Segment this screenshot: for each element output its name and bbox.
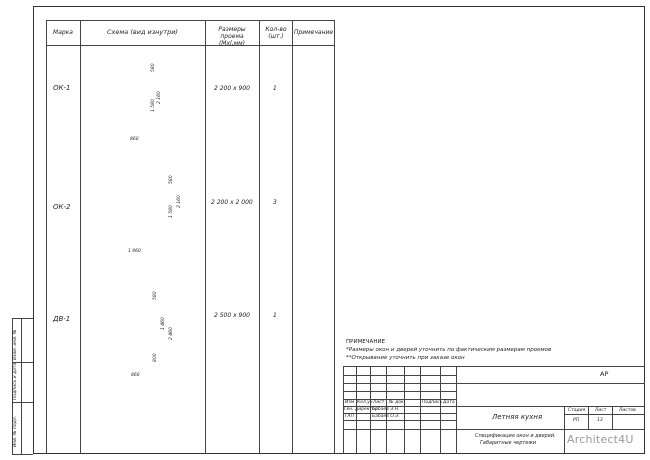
- row-dv1-size: 2 500 х 900: [214, 312, 250, 319]
- row-dv1-qty: 1: [273, 312, 277, 319]
- row-ok1-qty: 1: [273, 85, 277, 92]
- stamp-role-2: ГАП: [345, 414, 354, 419]
- sheet-frame: [33, 6, 645, 454]
- header-size: Размеры проема (Мхl,мм): [218, 26, 246, 47]
- row-ok1-size: 2 200 х 900: [214, 85, 250, 92]
- stamp-role-1: Ген. директор: [344, 407, 378, 412]
- row-dv1-mark: ДВ-1: [53, 315, 71, 323]
- stamp-col-3: Лист: [373, 400, 385, 405]
- header-scheme: Схема (вид изнутри): [107, 28, 178, 36]
- stamp-sheet-number: 13: [597, 418, 603, 423]
- stamp-col-4: № док: [389, 400, 404, 405]
- stamp-sheets-label: Листов: [619, 408, 636, 413]
- header-mark: Марка: [53, 29, 73, 36]
- header-qty: Кол-во (шт.): [265, 26, 287, 40]
- stamp-stage: РП: [573, 418, 580, 423]
- ok2-dim-top: 580: [169, 175, 174, 184]
- side-stamp-label-2: Подпись и дата: [13, 362, 18, 400]
- stamp-name-1: Бабаев Э.Н.: [372, 407, 400, 412]
- stamp-code: АР: [600, 370, 609, 378]
- row-ok2-size: 2 200 х 2 000: [211, 199, 253, 206]
- stamp-stage-label: Стадия: [568, 408, 586, 413]
- stamp-name-2: Бабаев О.Э.: [372, 414, 400, 419]
- ok1-dim-width: 860: [130, 137, 139, 142]
- side-stamp-label-1: Взам. инв. №: [13, 329, 18, 360]
- stamp-col-1: Изм: [345, 400, 355, 405]
- ok2-dim-width: 1 960: [128, 249, 141, 254]
- stamp-col-6: Дата: [443, 400, 455, 405]
- ok2-dim-total: 2 160: [177, 195, 182, 208]
- notes-line-1: *Размеры окон и дверей уточнить по фактическим размерам проемов: [346, 347, 552, 353]
- row-ok2-qty: 3: [273, 199, 277, 206]
- ok1-dim-top: 580: [151, 63, 156, 72]
- architect4u-logo: Architect4U: [567, 433, 634, 446]
- dv1-dim-top: 580: [153, 291, 158, 300]
- ok1-dim-mid: 1 580: [151, 99, 156, 112]
- header-note: Примечание: [293, 29, 334, 36]
- stamp-col-2: Кол.уч: [357, 400, 373, 405]
- notes-line-2: **Открывание уточнить при заказе окон: [346, 355, 465, 361]
- stamp-sheet-label: Лист: [595, 408, 607, 413]
- notes-title: ПРИМЕЧАНИЕ: [346, 339, 386, 345]
- row-ok1-mark: ОК-1: [53, 84, 71, 92]
- ok1-dim-total: 2 160: [157, 91, 162, 104]
- row-ok2-mark: ОК-2: [53, 203, 71, 211]
- ok2-dim-mid: 1 580: [169, 205, 174, 218]
- dv1-dim-mid: 1 460: [161, 317, 166, 330]
- dv1-dim-total: 2 460: [169, 327, 174, 340]
- dv1-dim-width: 860: [131, 373, 140, 378]
- dv1-dim-low: 800: [153, 353, 158, 362]
- stamp-project: Летняя кухня: [492, 413, 543, 421]
- stamp-sheet-title-1: Спецификация окон и дверей.: [475, 433, 556, 439]
- stamp-col-5: Подпись: [422, 400, 443, 405]
- side-stamp-label-3: Инв. № подл.: [13, 415, 18, 447]
- stamp-sheet-title-2: Габаритные чертежи: [480, 440, 537, 446]
